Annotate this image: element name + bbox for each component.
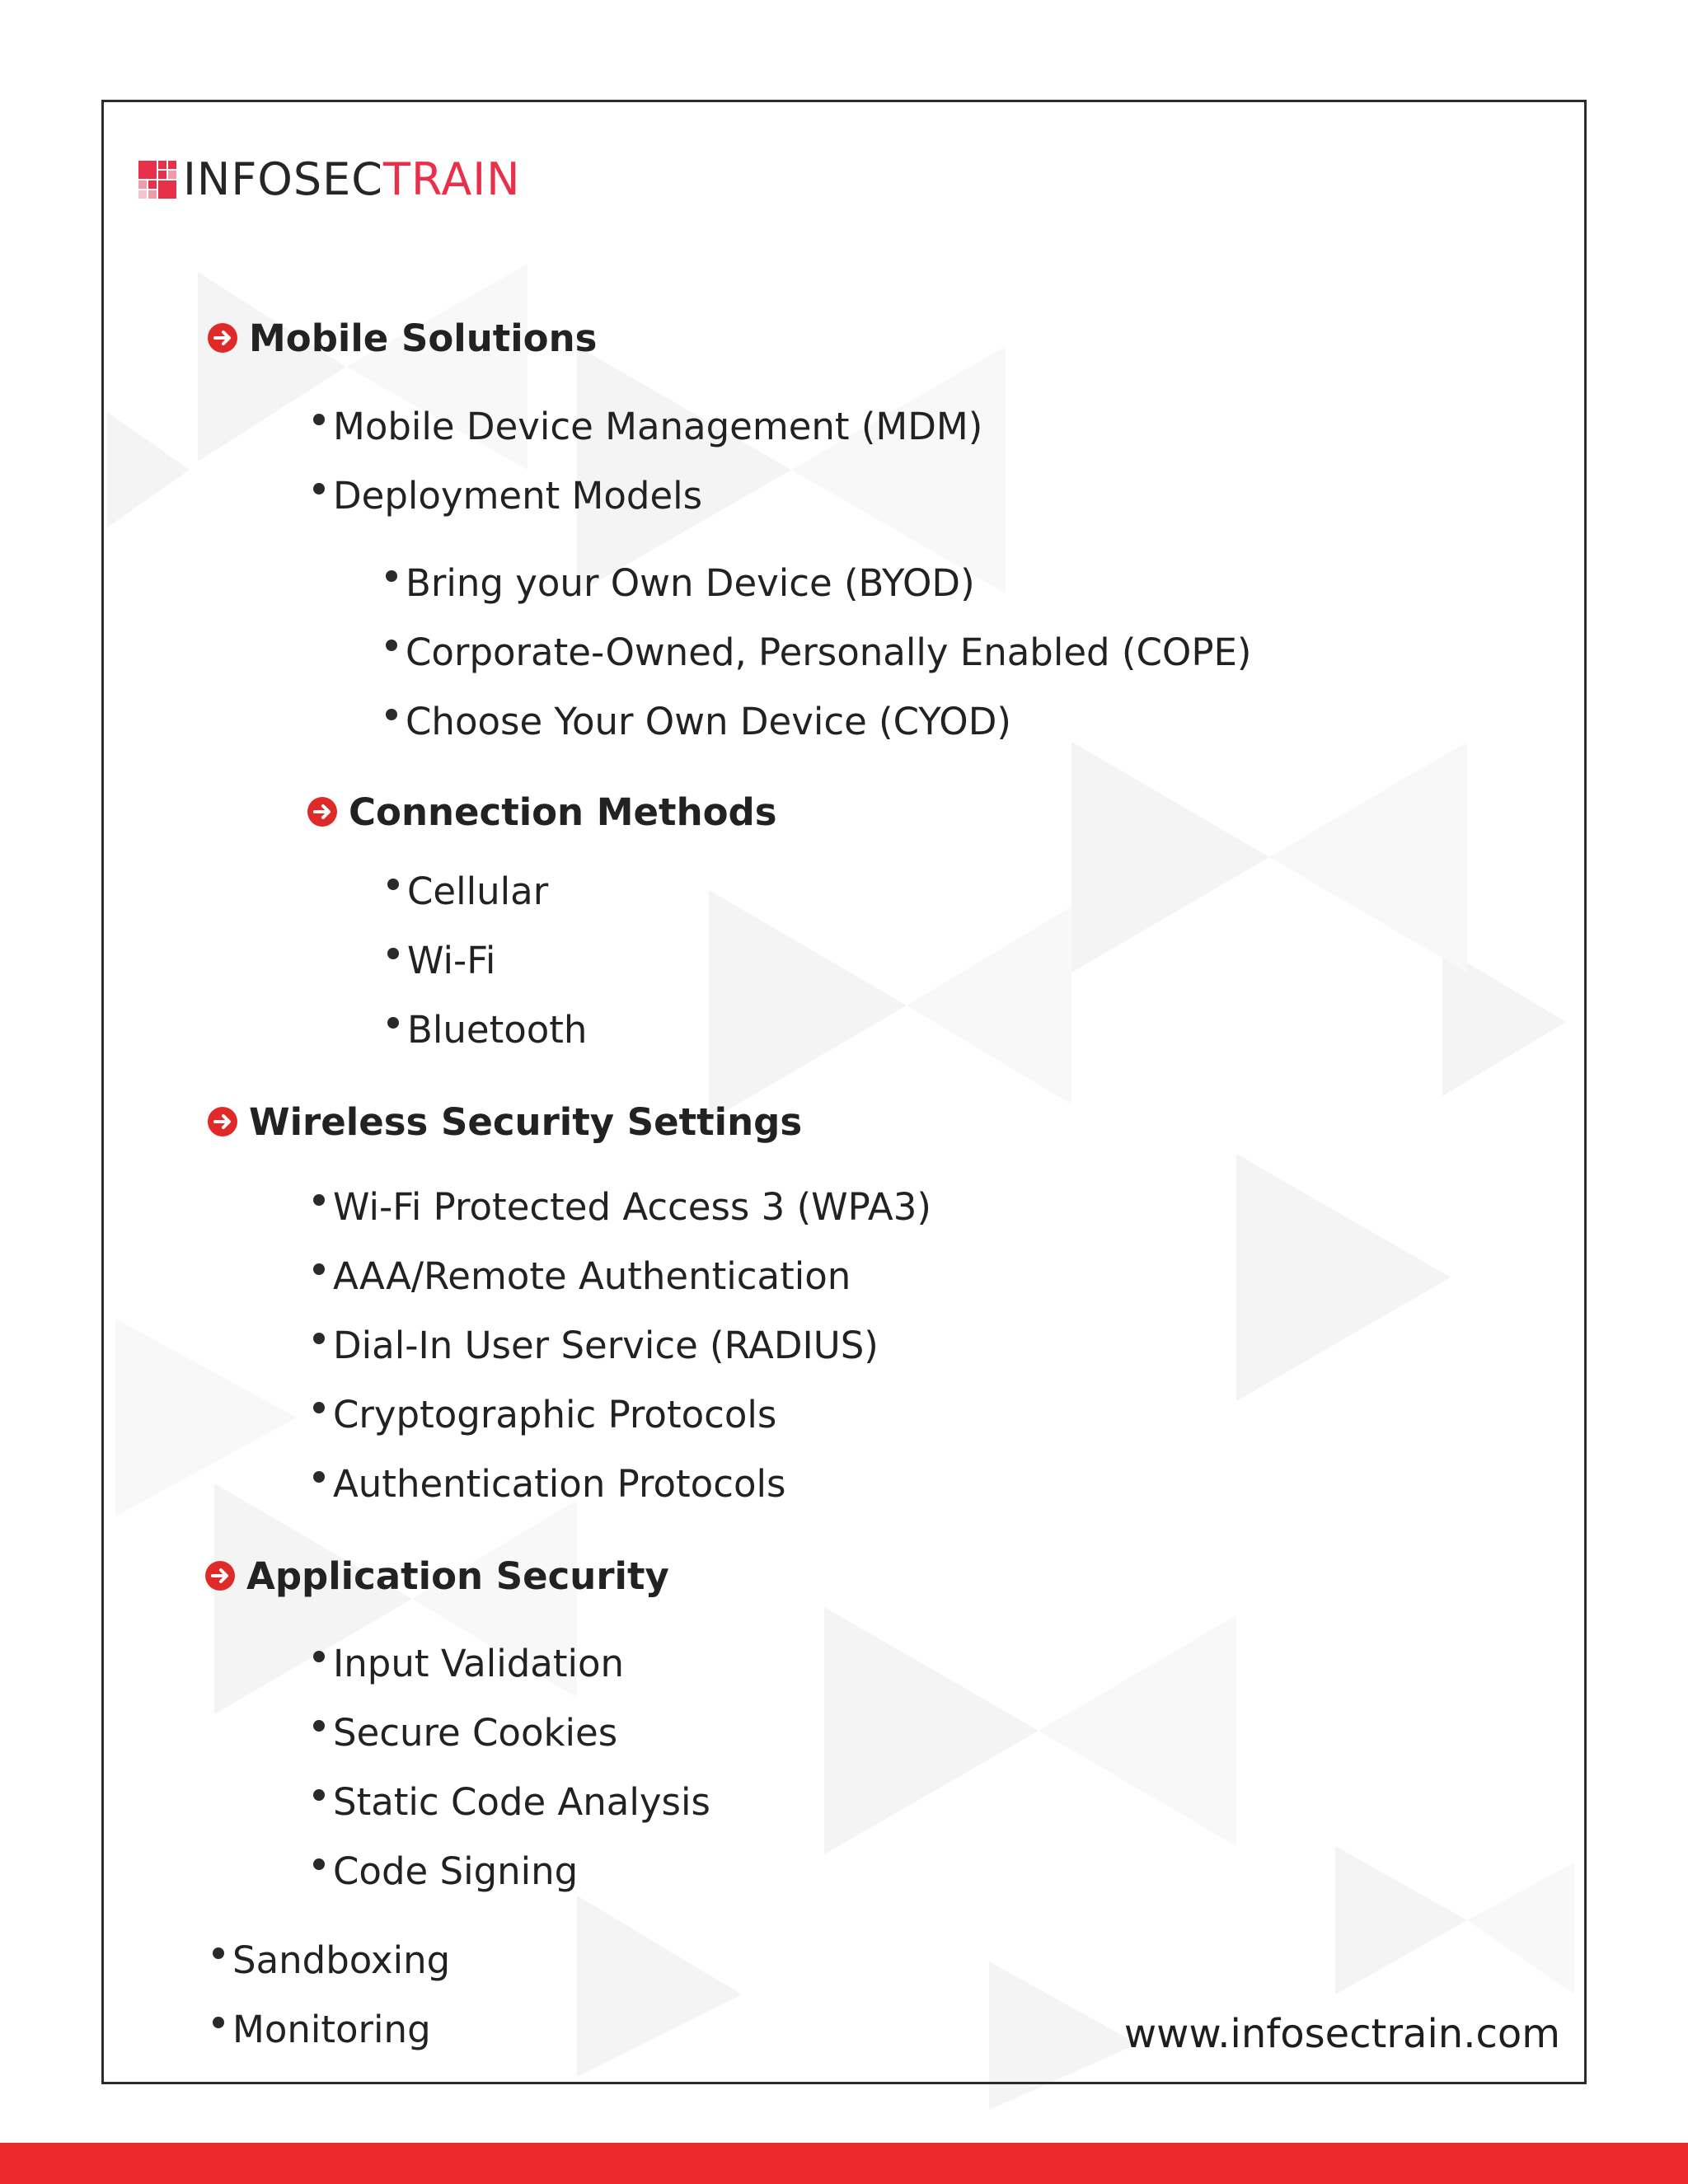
bullet-dot: [313, 1194, 325, 1206]
list-item: [313, 1320, 879, 1370]
list-item: [313, 1638, 624, 1688]
section-heading-wireless-security-settings: [208, 1097, 802, 1146]
bullet-dot: [386, 640, 397, 651]
website-url: www.infosectrain.com: [1123, 2011, 1560, 2057]
bullet-dot: [313, 1471, 325, 1483]
bullet-dot: [213, 2017, 224, 2028]
list-item-text: Code Signing: [333, 1849, 579, 1893]
list-item: [313, 1459, 785, 1508]
bullet-dot: [313, 1789, 325, 1801]
list-item-text: Wi-Fi: [407, 938, 496, 982]
bullet-dot: [313, 483, 325, 494]
bullet-dot: [387, 879, 399, 890]
list-item-text: AAA/Remote Authentication: [333, 1254, 851, 1298]
bullet-dot: [313, 1402, 325, 1413]
list-item: [313, 1251, 851, 1301]
list-item: [313, 401, 982, 451]
list-item-text: Static Code Analysis: [333, 1779, 710, 1824]
bottom-accent-bar: [0, 2143, 1688, 2184]
list-item-text: Deployment Models: [333, 473, 703, 518]
list-item-text: Mobile Device Management (MDM): [333, 404, 983, 448]
list-subitem-text: Choose Your Own Device (CYOD): [406, 699, 1011, 743]
section-heading-text: Mobile Solutions: [249, 316, 598, 360]
bullet-dot: [313, 1720, 325, 1732]
brand-name-part2: TRAIN: [383, 153, 521, 205]
section-heading-application-security: [205, 1551, 669, 1601]
list-subitem-text: Corporate-Owned, Personally Enabled (COPE): [406, 630, 1252, 674]
bullet-dot: [386, 709, 397, 720]
list-item-text: Input Validation: [333, 1641, 625, 1685]
bullet-dot: [213, 1947, 224, 1959]
section-heading-mobile-solutions: [208, 313, 597, 363]
list-item: [313, 471, 702, 520]
list-item-text: Sandboxing: [232, 1938, 451, 1982]
bullet-dot: [387, 948, 399, 959]
bullet-dot: [313, 1333, 325, 1344]
list-subitem: [386, 627, 1251, 677]
arrow-right-circle-icon: [205, 1561, 235, 1591]
bullet-dot: [313, 1263, 325, 1275]
list-item: [313, 1390, 776, 1439]
list-subitem: [386, 558, 975, 607]
list-item: [213, 1935, 450, 1985]
logo-grid-icon: [138, 161, 176, 199]
list-item-text: Secure Cookies: [333, 1710, 618, 1755]
list-item-text: Cryptographic Protocols: [333, 1392, 777, 1436]
brand-logo: [138, 155, 521, 204]
list-item-text: Wi-Fi Protected Access 3 (WPA3): [333, 1184, 931, 1229]
arrow-right-circle-icon: [208, 323, 237, 353]
arrow-right-circle-icon: [307, 797, 337, 827]
list-item: [313, 1708, 617, 1757]
list-item: [387, 866, 548, 916]
bullet-dot: [313, 414, 325, 425]
list-item: [387, 935, 495, 985]
list-item: [213, 2004, 431, 2054]
section-heading-text: Connection Methods: [349, 790, 777, 834]
list-item-text: Bluetooth: [407, 1007, 588, 1052]
bullet-dot: [313, 1858, 325, 1870]
section-heading-text: Application Security: [246, 1554, 669, 1598]
list-item: [313, 1182, 931, 1231]
list-item-text: Authentication Protocols: [333, 1461, 786, 1506]
list-subitem-text: Bring your Own Device (BYOD): [406, 560, 975, 605]
list-item: [387, 1005, 587, 1054]
section-heading-text: Wireless Security Settings: [249, 1099, 803, 1144]
bullet-dot: [387, 1017, 399, 1029]
bullet-dot: [313, 1651, 325, 1662]
list-item-text: Cellular: [407, 869, 549, 913]
section-heading-connection-methods: [307, 787, 777, 837]
arrow-right-circle-icon: [208, 1107, 237, 1137]
list-subitem: [386, 696, 1011, 746]
list-item: [313, 1846, 578, 1896]
bullet-dot: [386, 570, 397, 582]
list-item: [313, 1777, 710, 1826]
list-item-text: Monitoring: [232, 2007, 431, 2051]
list-item-text: Dial-In User Service (RADIUS): [333, 1323, 879, 1367]
brand-name-part1: INFOSEC: [183, 153, 383, 205]
brand-name: [183, 155, 521, 204]
